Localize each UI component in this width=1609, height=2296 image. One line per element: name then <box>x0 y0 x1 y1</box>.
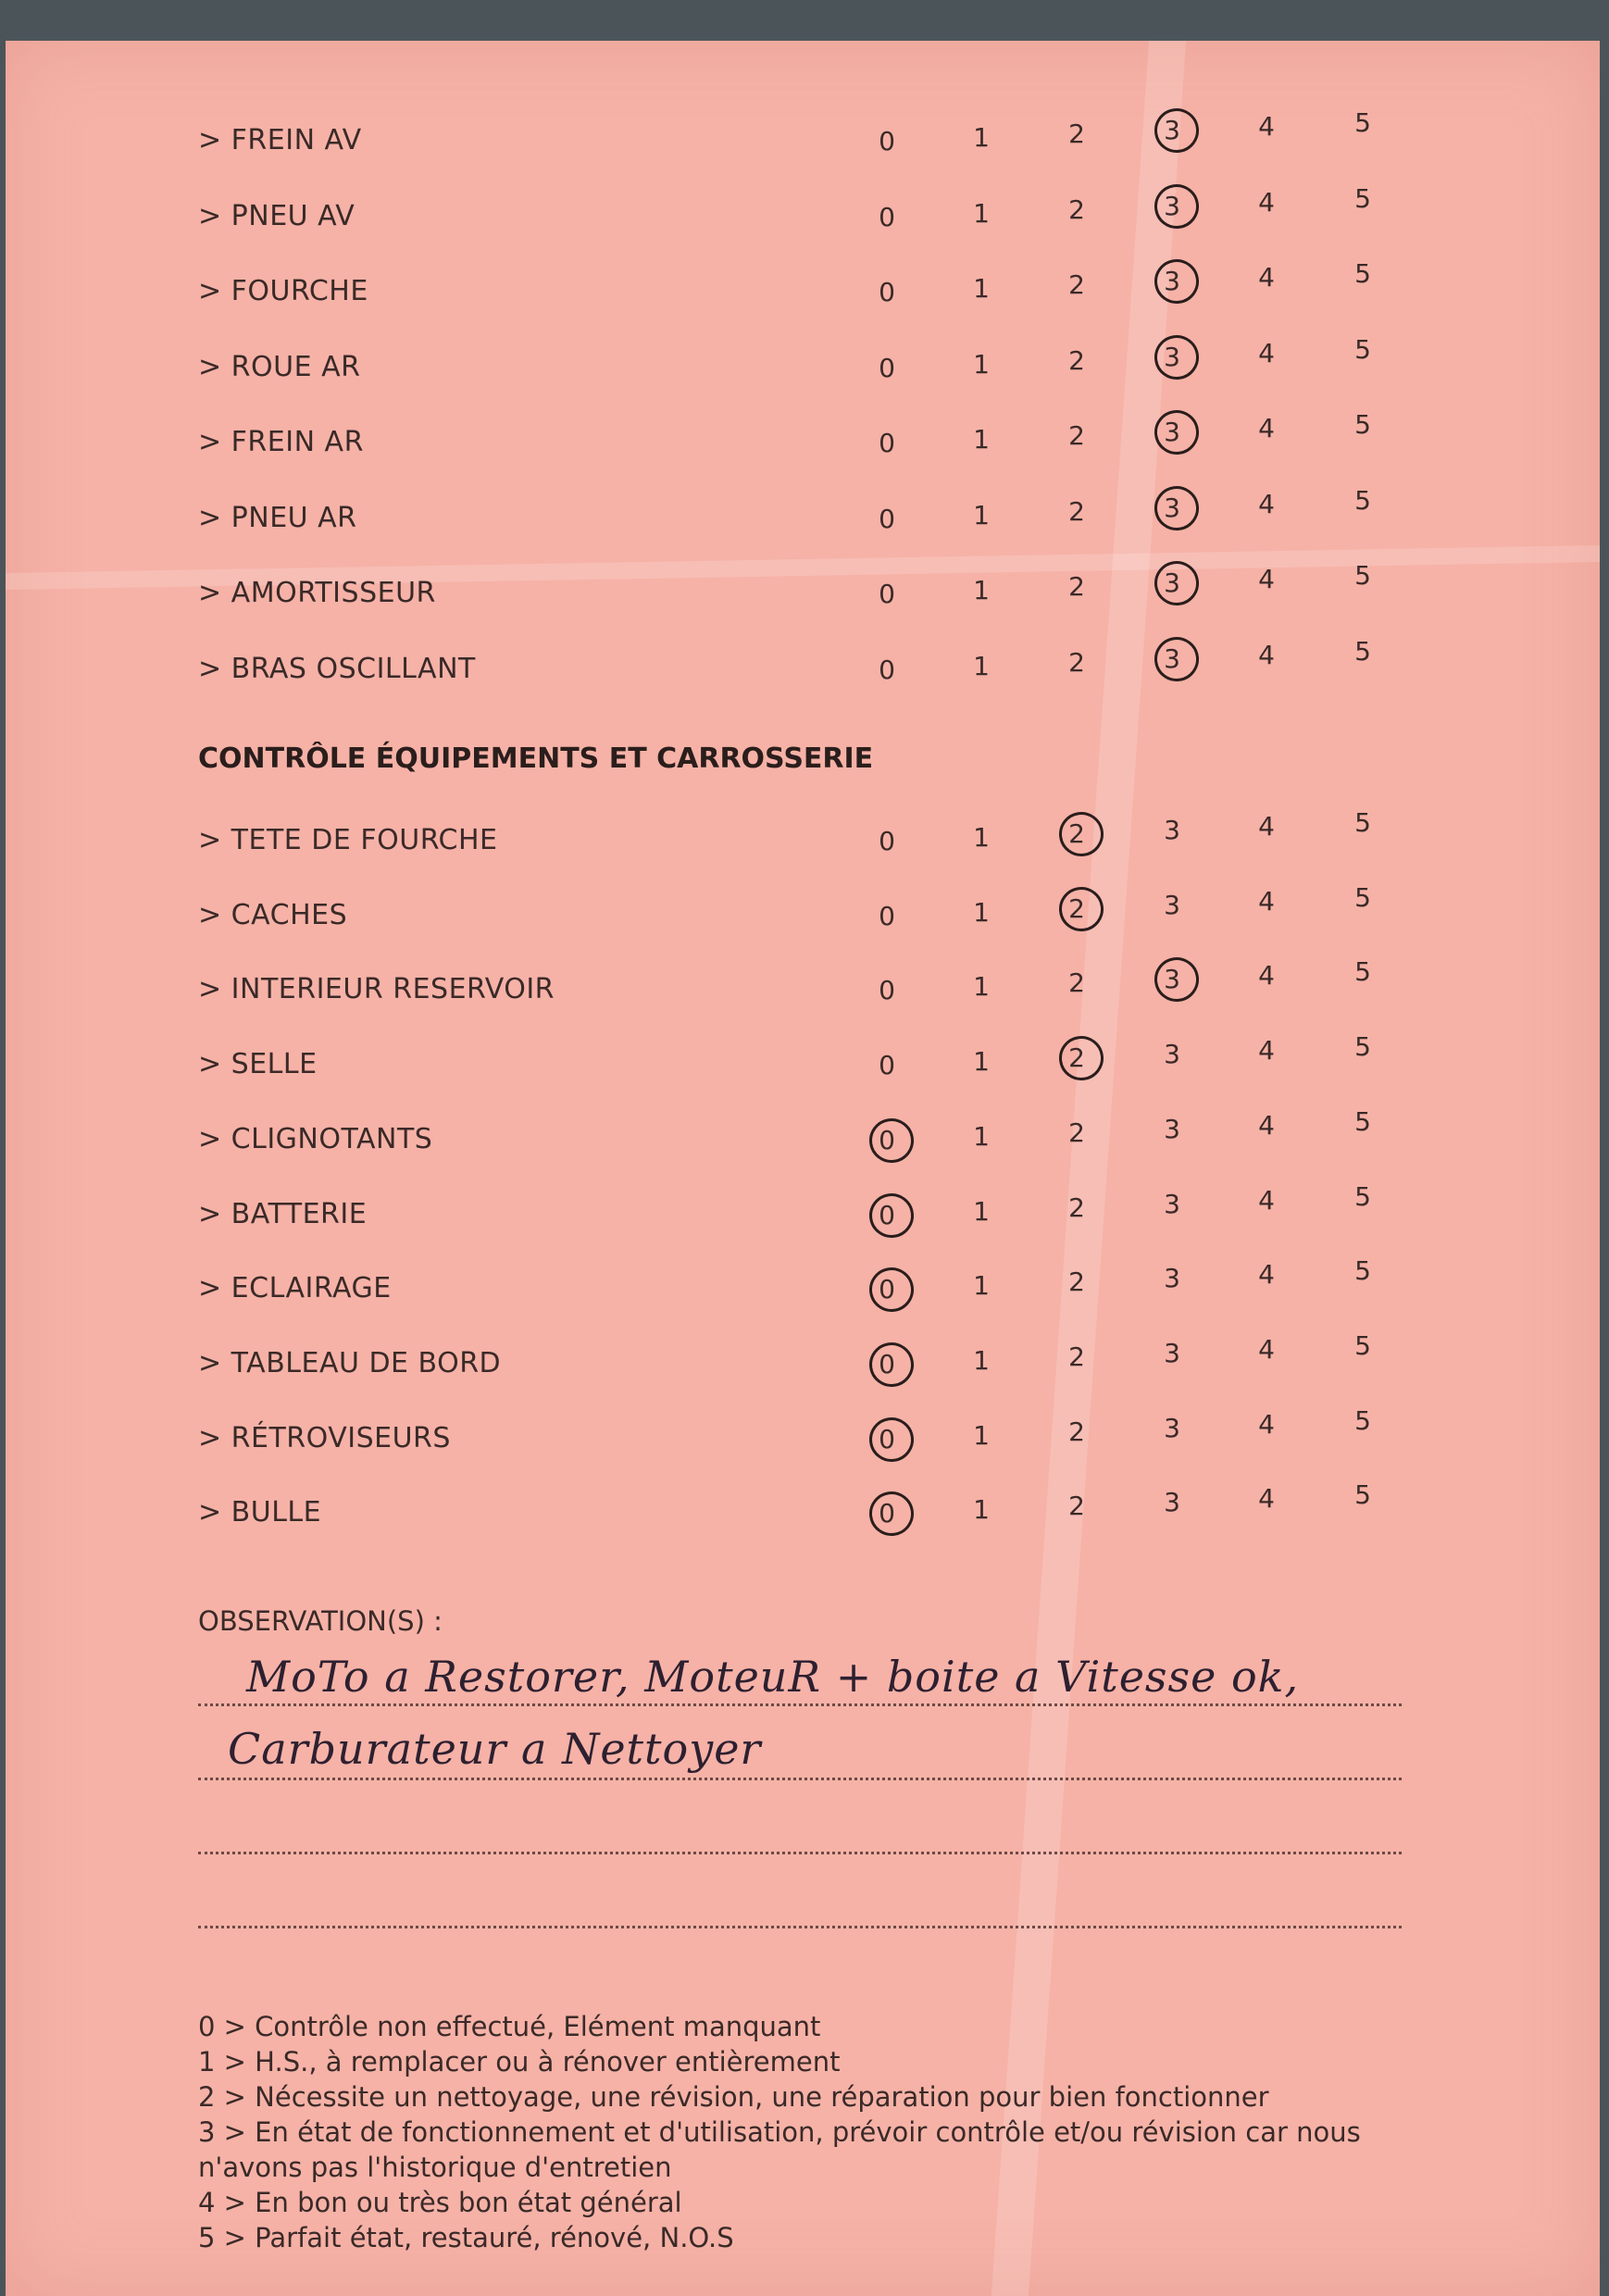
score-option-circled: 3 <box>1144 568 1200 598</box>
score-option: 2 <box>1068 193 1085 225</box>
score-option: 2 <box>1068 1117 1085 1148</box>
legend-line: 0 > Contrôle non effectué, Elément manquant <box>198 2011 821 2042</box>
score-option-circled: 3 <box>1144 342 1200 372</box>
score-option: 4 <box>1258 811 1275 842</box>
check-item-label: > BRAS OSCILLANT <box>198 652 476 685</box>
score-option: 4 <box>1258 1109 1275 1141</box>
check-row <box>6 1479 1600 1544</box>
score-option: 1 <box>973 122 990 153</box>
observation-line-1: MoTo a Restorer, MoteuR + boite a Vitesse ok, <box>246 1652 1300 1702</box>
check-row <box>6 484 1600 550</box>
score-option: 1 <box>973 1270 990 1302</box>
check-item-label: > PNEU AR <box>198 501 357 534</box>
dotted-line <box>198 1703 1402 1706</box>
score-option: 0 <box>879 352 895 383</box>
score-option: 4 <box>1258 488 1275 519</box>
score-option: 4 <box>1258 111 1275 142</box>
score-option: 0 <box>879 654 895 685</box>
score-option: 1 <box>973 273 990 304</box>
score-option: 2 <box>1068 420 1085 451</box>
check-row <box>6 635 1600 701</box>
score-option: 3 <box>1164 1337 1180 1368</box>
score-option-circled: 0 <box>859 1349 915 1379</box>
score-option: 0 <box>879 201 895 232</box>
score-option-circled: 3 <box>1144 266 1200 296</box>
score-option: 0 <box>879 579 895 609</box>
dotted-line <box>198 1926 1402 1928</box>
score-option: 1 <box>973 575 990 605</box>
score-option: 4 <box>1258 960 1275 992</box>
score-option: 2 <box>1068 1267 1085 1298</box>
inspection-sheet <box>6 41 1600 2296</box>
check-item-label: > SELLE <box>198 1048 318 1081</box>
check-item-label: > TABLEAU DE BORD <box>198 1346 502 1379</box>
score-option-circled: 0 <box>859 1125 915 1155</box>
score-option: 4 <box>1258 1035 1275 1067</box>
check-row <box>6 333 1600 399</box>
score-option: 5 <box>1354 1479 1371 1511</box>
score-option: 4 <box>1258 1333 1275 1365</box>
score-option: 5 <box>1354 807 1371 838</box>
score-option: 4 <box>1258 413 1275 443</box>
score-option-circled: 3 <box>1144 643 1200 674</box>
check-row <box>6 1255 1600 1320</box>
score-option: 0 <box>879 277 895 307</box>
score-option: 1 <box>973 1120 990 1152</box>
legend-line: 4 > En bon ou très bon état général <box>198 2187 682 2218</box>
check-item-label: > FREIN AV <box>198 124 362 156</box>
legend-line: 1 > H.S., à remplacer ou à rénover entièrement <box>198 2046 841 2078</box>
score-option: 0 <box>879 503 895 534</box>
score-option: 5 <box>1354 956 1371 988</box>
score-option: 3 <box>1164 1039 1180 1070</box>
score-option: 1 <box>973 1344 990 1376</box>
score-option: 5 <box>1354 107 1371 138</box>
check-item-label: > ROUE AR <box>198 350 361 383</box>
score-option: 1 <box>973 348 990 380</box>
score-option-circled: 2 <box>1049 893 1104 924</box>
score-option: 2 <box>1068 646 1085 678</box>
check-row <box>6 956 1600 1021</box>
check-item-label: > PNEU AV <box>198 199 355 232</box>
check-row <box>6 560 1600 625</box>
check-item-label: > BULLE <box>198 1496 322 1529</box>
observation-line-2: Carburateur a Nettoyer <box>228 1724 762 1774</box>
check-row <box>6 1105 1600 1171</box>
score-option: 4 <box>1258 1483 1275 1515</box>
score-option: 4 <box>1258 337 1275 368</box>
score-option: 0 <box>879 126 895 156</box>
score-option: 1 <box>973 822 990 853</box>
check-item-label: > BATTERIE <box>198 1197 368 1230</box>
dotted-line <box>198 1852 1402 1854</box>
score-option: 5 <box>1354 182 1371 214</box>
score-option-circled: 2 <box>1049 818 1104 849</box>
score-option: 4 <box>1258 1259 1275 1291</box>
score-option: 2 <box>1068 1491 1085 1522</box>
score-option: 4 <box>1258 639 1275 670</box>
score-option: 5 <box>1354 1404 1371 1436</box>
legend-line: n'avons pas l'historique d'entretien <box>198 2152 672 2183</box>
check-row <box>6 881 1600 947</box>
score-option: 4 <box>1258 262 1275 293</box>
check-item-label: > TETE DE FOURCHE <box>198 824 498 856</box>
check-item-label: > ECLAIRAGE <box>198 1272 392 1305</box>
check-row <box>6 258 1600 323</box>
check-item-label: > CACHES <box>198 898 348 931</box>
score-option: 0 <box>879 1050 895 1081</box>
score-option: 0 <box>879 826 895 856</box>
score-option-circled: 2 <box>1049 1042 1104 1073</box>
check-row <box>6 409 1600 474</box>
score-option: 1 <box>973 1419 990 1451</box>
check-row <box>6 107 1600 172</box>
score-option-circled: 3 <box>1144 964 1200 994</box>
legend-line: 2 > Nécessite un nettoyage, une révision, une réparation pour bien fonctionner <box>198 2081 1269 2113</box>
score-option: 5 <box>1354 1031 1371 1063</box>
check-row <box>6 1180 1600 1246</box>
score-option: 1 <box>973 424 990 455</box>
score-option: 3 <box>1164 815 1180 845</box>
score-option: 2 <box>1068 119 1085 149</box>
legend-line: 5 > Parfait état, restauré, rénové, N.O.S <box>198 2222 734 2253</box>
check-item-label: > AMORTISSEUR <box>198 577 436 609</box>
score-option: 2 <box>1068 967 1085 999</box>
score-option: 5 <box>1354 484 1371 516</box>
score-option: 5 <box>1354 1105 1371 1137</box>
score-option: 3 <box>1164 1487 1180 1518</box>
check-row <box>6 807 1600 872</box>
score-option: 2 <box>1068 495 1085 527</box>
score-option: 0 <box>879 428 895 458</box>
score-option-circled: 3 <box>1144 417 1200 447</box>
score-option: 1 <box>973 971 990 1003</box>
check-item-label: > FREIN AR <box>198 426 364 458</box>
score-option: 4 <box>1258 564 1275 594</box>
score-option: 1 <box>973 499 990 530</box>
score-option: 1 <box>973 650 990 681</box>
score-option: 1 <box>973 896 990 928</box>
score-option-circled: 3 <box>1144 191 1200 221</box>
score-option: 1 <box>973 1494 990 1526</box>
check-item-label: > INTERIEUR RESERVOIR <box>198 973 555 1006</box>
score-option: 4 <box>1258 1184 1275 1216</box>
score-option: 4 <box>1258 1408 1275 1440</box>
score-option: 2 <box>1068 269 1085 300</box>
score-option: 5 <box>1354 409 1371 440</box>
score-option: 4 <box>1258 186 1275 218</box>
score-option: 0 <box>879 900 895 931</box>
score-option: 5 <box>1354 258 1371 289</box>
check-row <box>6 1031 1600 1096</box>
score-option: 5 <box>1354 1180 1371 1212</box>
score-option: 1 <box>973 197 990 229</box>
legend-line: 3 > En état de fonctionnement et d'utilisation, prévoir contrôle et/ou révision car nous <box>198 2116 1361 2148</box>
score-option-circled: 0 <box>859 1498 915 1529</box>
dotted-line <box>198 1778 1402 1780</box>
score-option-circled: 3 <box>1144 115 1200 145</box>
score-option: 4 <box>1258 885 1275 917</box>
score-option: 5 <box>1354 1255 1371 1287</box>
check-item-label: > RÉTROVISEURS <box>198 1421 451 1454</box>
observations-label: OBSERVATION(S) : <box>198 1605 443 1637</box>
score-option-circled: 0 <box>859 1200 915 1230</box>
score-option: 5 <box>1354 881 1371 913</box>
section-title: CONTRÔLE ÉQUIPEMENTS ET CARROSSERIE <box>198 742 874 775</box>
score-option: 0 <box>879 975 895 1006</box>
score-option: 2 <box>1068 1341 1085 1372</box>
score-option: 3 <box>1164 1113 1180 1144</box>
score-option: 3 <box>1164 1412 1180 1443</box>
score-option: 2 <box>1068 344 1085 376</box>
check-row <box>6 1404 1600 1470</box>
check-item-label: > FOURCHE <box>198 275 368 307</box>
score-option: 3 <box>1164 1188 1180 1219</box>
score-option: 5 <box>1354 635 1371 667</box>
score-option-circled: 0 <box>859 1274 915 1304</box>
score-option: 5 <box>1354 333 1371 365</box>
check-row <box>6 1329 1600 1395</box>
check-item-label: > CLIGNOTANTS <box>198 1122 433 1155</box>
score-option: 3 <box>1164 1263 1180 1294</box>
score-option-circled: 0 <box>859 1424 915 1454</box>
score-option: 3 <box>1164 889 1180 920</box>
score-option-circled: 3 <box>1144 493 1200 523</box>
score-option: 2 <box>1068 1192 1085 1223</box>
score-option: 5 <box>1354 560 1371 591</box>
score-option: 2 <box>1068 1416 1085 1447</box>
check-row <box>6 182 1600 248</box>
score-option: 1 <box>973 1046 990 1078</box>
score-option: 5 <box>1354 1329 1371 1361</box>
score-option: 1 <box>973 1195 990 1227</box>
score-option: 2 <box>1068 571 1085 602</box>
